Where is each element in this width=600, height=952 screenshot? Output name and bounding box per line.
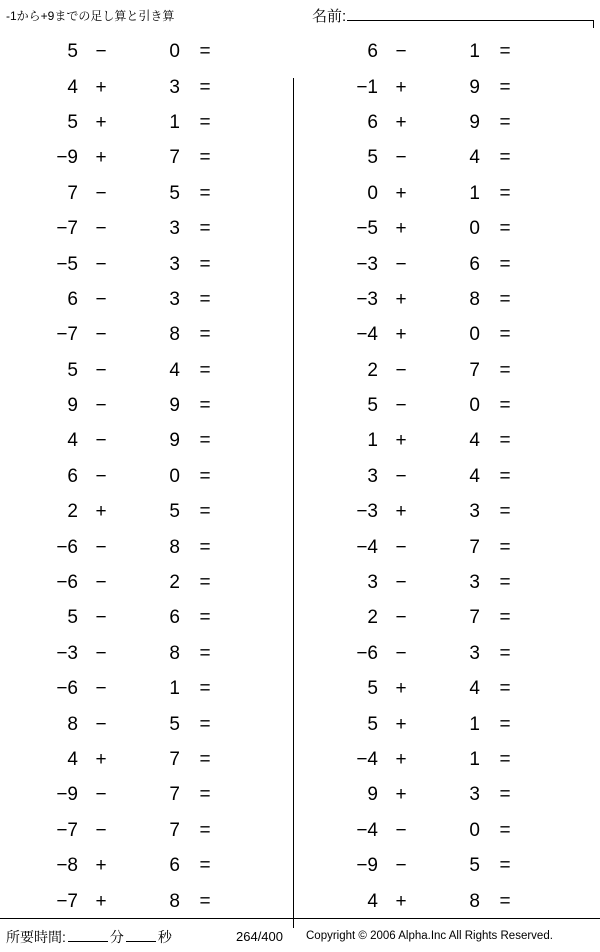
operand-first: 2 bbox=[67, 501, 78, 523]
worksheet-title: -1から+9までの足し算と引き算 bbox=[6, 9, 175, 23]
problem-row bbox=[300, 494, 600, 529]
footer-rule bbox=[0, 918, 600, 919]
operand-second: 1 bbox=[469, 41, 480, 63]
operand-second: 0 bbox=[469, 324, 480, 346]
operand-second: 3 bbox=[169, 253, 180, 275]
operand-second: 5 bbox=[169, 713, 180, 735]
equals-symbol: = bbox=[499, 749, 511, 770]
operand-second: 6 bbox=[469, 253, 480, 275]
problem-row bbox=[300, 140, 600, 175]
equals-symbol: = bbox=[199, 395, 211, 417]
problem-row bbox=[0, 636, 300, 671]
problem-row bbox=[300, 671, 600, 706]
operator-symbol: − bbox=[395, 819, 407, 841]
operand-first: −7 bbox=[56, 218, 78, 240]
operand-second: 7 bbox=[469, 607, 480, 629]
operator-symbol: − bbox=[95, 713, 107, 735]
problem-row bbox=[0, 565, 300, 600]
operand-first: 0 bbox=[367, 182, 378, 204]
equals-symbol: = bbox=[499, 76, 511, 98]
equals-symbol: = bbox=[499, 607, 511, 629]
equals-symbol: = bbox=[499, 253, 511, 275]
operand-first: −7 bbox=[56, 819, 78, 841]
operator-symbol: + bbox=[395, 218, 407, 240]
problem-row bbox=[300, 813, 600, 848]
operand-second: 3 bbox=[169, 288, 180, 310]
operator-symbol: + bbox=[95, 111, 107, 133]
equals-symbol: = bbox=[199, 890, 211, 912]
equals-symbol: = bbox=[199, 607, 211, 629]
problem-row bbox=[0, 600, 300, 635]
column-divider bbox=[293, 78, 294, 928]
operand-second: 8 bbox=[169, 324, 180, 346]
equals-symbol: = bbox=[199, 642, 211, 664]
equals-symbol: = bbox=[199, 324, 211, 346]
equals-symbol: = bbox=[499, 713, 511, 735]
operand-second: 0 bbox=[469, 395, 480, 417]
equals-symbol: = bbox=[499, 890, 511, 912]
operator-symbol: + bbox=[395, 713, 407, 735]
operand-second: 1 bbox=[169, 678, 180, 700]
operand-first: 5 bbox=[67, 359, 78, 381]
problem-row bbox=[300, 529, 600, 564]
operand-first: −6 bbox=[56, 572, 78, 594]
operand-first: 1 bbox=[367, 430, 378, 452]
problem-row bbox=[0, 246, 300, 281]
problem-row bbox=[0, 459, 300, 494]
problem-row bbox=[300, 777, 600, 812]
operator-symbol: + bbox=[395, 890, 407, 912]
operator-symbol: − bbox=[95, 253, 107, 275]
operator-symbol: − bbox=[395, 359, 407, 381]
student-name-line-end-tick bbox=[593, 20, 594, 28]
operator-symbol: + bbox=[395, 784, 407, 806]
problem-row bbox=[300, 388, 600, 423]
operand-first: 2 bbox=[367, 607, 378, 629]
problem-row bbox=[0, 529, 300, 564]
problem-row bbox=[0, 883, 300, 918]
problem-row bbox=[0, 353, 300, 388]
equals-symbol: = bbox=[499, 41, 511, 63]
problem-row bbox=[0, 34, 300, 69]
equals-symbol: = bbox=[199, 76, 211, 98]
operand-first: −8 bbox=[56, 855, 78, 877]
elapsed-time-field bbox=[6, 927, 172, 947]
operator-symbol: − bbox=[395, 607, 407, 629]
minutes-label: 分 bbox=[109, 929, 124, 945]
operator-symbol: − bbox=[395, 465, 407, 487]
problem-row bbox=[300, 636, 600, 671]
equals-symbol: = bbox=[199, 678, 211, 700]
operator-symbol: − bbox=[395, 536, 407, 558]
equals-symbol: = bbox=[499, 784, 511, 806]
operator-symbol: + bbox=[395, 749, 407, 770]
operand-second: 0 bbox=[469, 819, 480, 841]
problem-row bbox=[300, 706, 600, 741]
operand-first: 3 bbox=[367, 572, 378, 594]
problem-row bbox=[0, 706, 300, 741]
operand-second: 1 bbox=[469, 713, 480, 735]
operand-second: 8 bbox=[469, 890, 480, 912]
minutes-input[interactable] bbox=[68, 927, 108, 942]
equals-symbol: = bbox=[199, 41, 211, 63]
operand-second: 4 bbox=[469, 465, 480, 487]
operator-symbol: − bbox=[95, 324, 107, 346]
operand-second: 5 bbox=[169, 182, 180, 204]
operator-symbol: − bbox=[95, 465, 107, 487]
operand-second: 7 bbox=[469, 359, 480, 381]
operand-first: −4 bbox=[356, 749, 378, 770]
operand-second: 3 bbox=[169, 76, 180, 98]
operand-first: −4 bbox=[356, 536, 378, 558]
operand-second: 7 bbox=[169, 819, 180, 841]
problem-row bbox=[0, 282, 300, 317]
operand-first: 5 bbox=[367, 395, 378, 417]
equals-symbol: = bbox=[199, 572, 211, 594]
problem-row bbox=[0, 317, 300, 352]
problem-row bbox=[0, 69, 300, 104]
equals-symbol: = bbox=[199, 182, 211, 204]
operand-second: 6 bbox=[169, 607, 180, 629]
equals-symbol: = bbox=[199, 784, 211, 806]
operator-symbol: − bbox=[95, 784, 107, 806]
operand-first: 5 bbox=[367, 147, 378, 169]
operator-symbol: − bbox=[395, 642, 407, 664]
operand-first: 5 bbox=[67, 607, 78, 629]
operand-second: 0 bbox=[469, 218, 480, 240]
problem-row bbox=[0, 140, 300, 175]
operand-second: 3 bbox=[469, 784, 480, 806]
seconds-input[interactable] bbox=[126, 927, 156, 942]
operator-symbol: − bbox=[95, 678, 107, 700]
operator-symbol: − bbox=[395, 855, 407, 877]
equals-symbol: = bbox=[199, 501, 211, 523]
operand-first: 4 bbox=[67, 76, 78, 98]
equals-symbol: = bbox=[199, 253, 211, 275]
problem-row bbox=[0, 671, 300, 706]
operator-symbol: + bbox=[95, 890, 107, 912]
operand-first: 4 bbox=[67, 430, 78, 452]
operand-second: 4 bbox=[469, 147, 480, 169]
equals-symbol: = bbox=[199, 218, 211, 240]
page-number: 264/400 bbox=[236, 929, 283, 944]
operator-symbol: + bbox=[95, 76, 107, 98]
operand-first: −7 bbox=[56, 324, 78, 346]
equals-symbol: = bbox=[499, 147, 511, 169]
equals-symbol: = bbox=[499, 465, 511, 487]
operand-first: −3 bbox=[356, 501, 378, 523]
operand-second: 7 bbox=[169, 147, 180, 169]
equals-symbol: = bbox=[499, 642, 511, 664]
operator-symbol: − bbox=[95, 288, 107, 310]
operand-first: −9 bbox=[56, 147, 78, 169]
operand-first: 5 bbox=[367, 678, 378, 700]
operator-symbol: − bbox=[395, 41, 407, 63]
operand-first: 8 bbox=[67, 713, 78, 735]
operand-first: −7 bbox=[56, 890, 78, 912]
operator-symbol: + bbox=[395, 288, 407, 310]
problem-row bbox=[300, 423, 600, 458]
operand-first: 5 bbox=[367, 713, 378, 735]
operator-symbol: − bbox=[95, 430, 107, 452]
problem-row bbox=[300, 176, 600, 211]
operand-second: 3 bbox=[469, 642, 480, 664]
operand-second: 1 bbox=[469, 182, 480, 204]
copyright-notice: Copyright © 2006 Alpha.Inc All Rights Reserved. bbox=[306, 930, 553, 942]
problem-row bbox=[300, 883, 600, 918]
operand-second: 8 bbox=[169, 890, 180, 912]
operand-first: 4 bbox=[367, 890, 378, 912]
operand-first: −9 bbox=[356, 855, 378, 877]
operand-second: 3 bbox=[169, 218, 180, 240]
operand-first: −1 bbox=[356, 76, 378, 98]
operator-symbol: − bbox=[95, 642, 107, 664]
operand-first: 7 bbox=[67, 182, 78, 204]
operand-second: 9 bbox=[469, 111, 480, 133]
problem-row bbox=[0, 777, 300, 812]
equals-symbol: = bbox=[499, 536, 511, 558]
equals-symbol: = bbox=[199, 465, 211, 487]
problem-row bbox=[0, 848, 300, 883]
operand-second: 4 bbox=[169, 359, 180, 381]
operand-second: 3 bbox=[469, 572, 480, 594]
operand-first: 9 bbox=[367, 784, 378, 806]
equals-symbol: = bbox=[499, 359, 511, 381]
equals-symbol: = bbox=[499, 218, 511, 240]
operator-symbol: − bbox=[95, 359, 107, 381]
operator-symbol: + bbox=[95, 749, 107, 770]
problem-row bbox=[0, 105, 300, 140]
problem-row bbox=[0, 813, 300, 848]
operand-second: 0 bbox=[169, 465, 180, 487]
problem-columns bbox=[0, 34, 600, 918]
problem-row bbox=[0, 423, 300, 458]
operand-first: −4 bbox=[356, 324, 378, 346]
operand-first: 6 bbox=[367, 111, 378, 133]
operand-second: 9 bbox=[469, 76, 480, 98]
operand-second: 5 bbox=[469, 855, 480, 877]
equals-symbol: = bbox=[199, 430, 211, 452]
operand-first: 5 bbox=[67, 111, 78, 133]
operand-first: 6 bbox=[67, 288, 78, 310]
student-name-field[interactable] bbox=[312, 4, 594, 28]
operand-second: 4 bbox=[469, 430, 480, 452]
operand-first: −6 bbox=[56, 678, 78, 700]
equals-symbol: = bbox=[199, 713, 211, 735]
operator-symbol: − bbox=[95, 572, 107, 594]
equals-symbol: = bbox=[499, 430, 511, 452]
equals-symbol: = bbox=[199, 749, 211, 770]
operator-symbol: − bbox=[395, 572, 407, 594]
operator-symbol: + bbox=[395, 182, 407, 204]
operand-second: 8 bbox=[469, 288, 480, 310]
equals-symbol: = bbox=[199, 111, 211, 133]
elapsed-time-label: 所要時間: bbox=[6, 929, 66, 945]
problem-row bbox=[300, 742, 600, 777]
operand-second: 4 bbox=[469, 678, 480, 700]
worksheet-footer bbox=[0, 918, 600, 952]
problem-column-left bbox=[0, 34, 300, 918]
operator-symbol: − bbox=[395, 253, 407, 275]
operand-first: −9 bbox=[56, 784, 78, 806]
problem-row bbox=[0, 494, 300, 529]
equals-symbol: = bbox=[199, 359, 211, 381]
operand-second: 0 bbox=[169, 41, 180, 63]
operand-second: 2 bbox=[169, 572, 180, 594]
operand-first: 3 bbox=[367, 465, 378, 487]
operator-symbol: + bbox=[395, 501, 407, 523]
equals-symbol: = bbox=[499, 501, 511, 523]
equals-symbol: = bbox=[199, 147, 211, 169]
operator-symbol: − bbox=[95, 218, 107, 240]
problem-column-right bbox=[300, 34, 600, 918]
operator-symbol: + bbox=[395, 430, 407, 452]
operator-symbol: − bbox=[95, 819, 107, 841]
operand-first: 4 bbox=[67, 749, 78, 770]
operand-first: −5 bbox=[56, 253, 78, 275]
operand-first: −4 bbox=[356, 819, 378, 841]
operand-second: 9 bbox=[169, 430, 180, 452]
problem-row bbox=[300, 459, 600, 494]
operand-first: −3 bbox=[356, 288, 378, 310]
problem-row bbox=[0, 211, 300, 246]
operand-second: 9 bbox=[169, 395, 180, 417]
operator-symbol: + bbox=[395, 111, 407, 133]
seconds-label: 秒 bbox=[157, 929, 172, 945]
problem-row bbox=[300, 565, 600, 600]
equals-symbol: = bbox=[499, 572, 511, 594]
operator-symbol: + bbox=[95, 501, 107, 523]
operator-symbol: − bbox=[95, 41, 107, 63]
problem-row bbox=[300, 246, 600, 281]
equals-symbol: = bbox=[499, 182, 511, 204]
operator-symbol: − bbox=[95, 536, 107, 558]
student-name-line[interactable] bbox=[347, 4, 593, 21]
equals-symbol: = bbox=[499, 324, 511, 346]
operand-first: 2 bbox=[367, 359, 378, 381]
equals-symbol: = bbox=[499, 855, 511, 877]
operand-second: 8 bbox=[169, 536, 180, 558]
worksheet-header bbox=[0, 0, 600, 34]
operator-symbol: + bbox=[95, 855, 107, 877]
operand-first: −6 bbox=[356, 642, 378, 664]
operand-second: 6 bbox=[169, 855, 180, 877]
problem-row bbox=[300, 211, 600, 246]
operand-second: 5 bbox=[169, 501, 180, 523]
operand-first: 6 bbox=[67, 465, 78, 487]
operand-first: −3 bbox=[56, 642, 78, 664]
operand-second: 1 bbox=[469, 749, 480, 770]
student-name-label: 名前: bbox=[312, 8, 347, 25]
operand-first: −3 bbox=[356, 253, 378, 275]
problem-row bbox=[300, 34, 600, 69]
operand-first: 6 bbox=[367, 41, 378, 63]
problem-row bbox=[0, 176, 300, 211]
equals-symbol: = bbox=[499, 288, 511, 310]
operand-second: 7 bbox=[469, 536, 480, 558]
operand-second: 1 bbox=[169, 111, 180, 133]
operand-second: 7 bbox=[169, 784, 180, 806]
operator-symbol: − bbox=[95, 395, 107, 417]
problem-row bbox=[0, 742, 300, 777]
operator-symbol: − bbox=[395, 395, 407, 417]
problem-row bbox=[0, 388, 300, 423]
operator-symbol: + bbox=[395, 76, 407, 98]
operand-first: −6 bbox=[56, 536, 78, 558]
problem-row bbox=[300, 848, 600, 883]
problem-row bbox=[300, 353, 600, 388]
equals-symbol: = bbox=[199, 855, 211, 877]
operand-first: 9 bbox=[67, 395, 78, 417]
operand-second: 8 bbox=[169, 642, 180, 664]
operator-symbol: − bbox=[95, 182, 107, 204]
operator-symbol: + bbox=[95, 147, 107, 169]
problem-row bbox=[300, 600, 600, 635]
equals-symbol: = bbox=[199, 536, 211, 558]
equals-symbol: = bbox=[499, 678, 511, 700]
problem-row bbox=[300, 317, 600, 352]
problem-row bbox=[300, 282, 600, 317]
operator-symbol: − bbox=[395, 147, 407, 169]
operator-symbol: + bbox=[395, 678, 407, 700]
operator-symbol: + bbox=[395, 324, 407, 346]
equals-symbol: = bbox=[199, 819, 211, 841]
operand-first: 5 bbox=[67, 41, 78, 63]
operand-second: 3 bbox=[469, 501, 480, 523]
equals-symbol: = bbox=[499, 395, 511, 417]
equals-symbol: = bbox=[199, 288, 211, 310]
operand-second: 7 bbox=[169, 749, 180, 770]
equals-symbol: = bbox=[499, 111, 511, 133]
problem-row bbox=[300, 105, 600, 140]
operand-first: −5 bbox=[356, 218, 378, 240]
equals-symbol: = bbox=[499, 819, 511, 841]
problem-row bbox=[300, 69, 600, 104]
operator-symbol: − bbox=[95, 607, 107, 629]
